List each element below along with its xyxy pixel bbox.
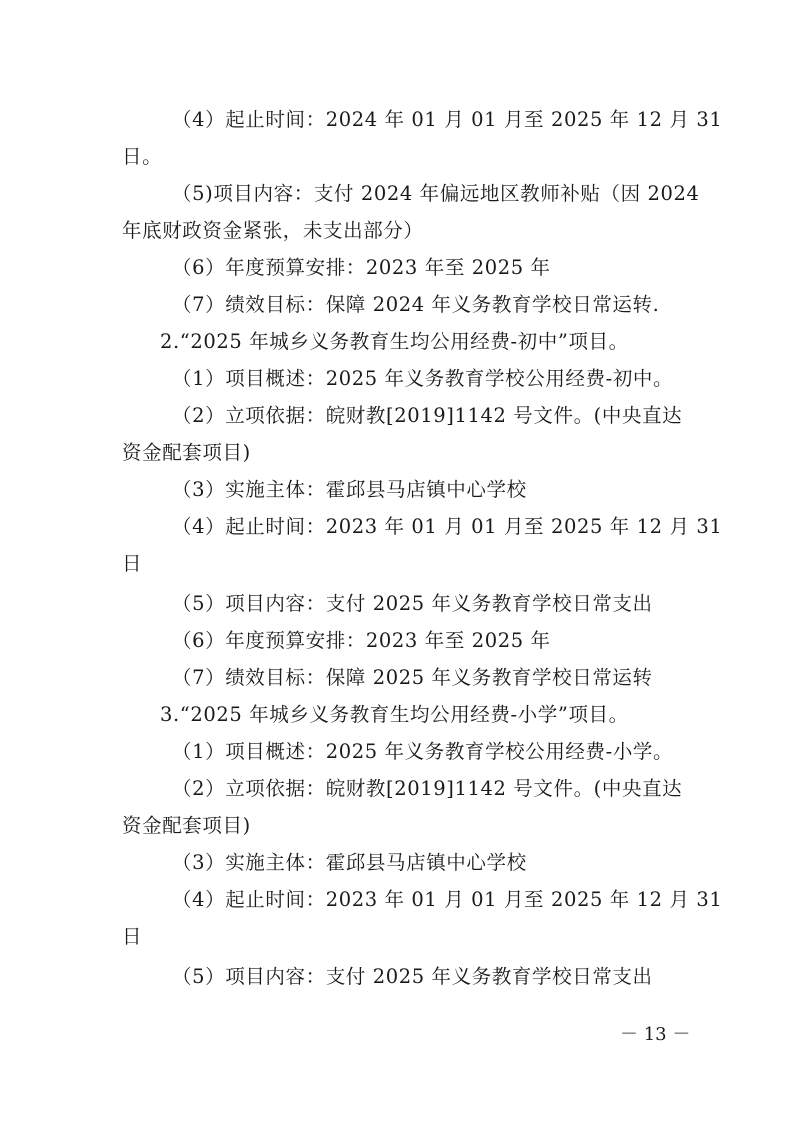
line-item-5-content: （5)项目内容：支付 2024 年偏远地区教师补贴（因 2024 (172, 182, 700, 205)
line-item-1-overview: （1）项目概述：2025 年义务教育学校公用经费-初中。 (172, 367, 674, 390)
line-item-4-period: （4）起止时间：2024 年 01 月 01 月至 2025 年 12 月 31 (172, 108, 723, 131)
line-continuation: 年底财政资金紧张，未支出部分） (122, 219, 424, 242)
line-continuation: 日 (122, 552, 143, 575)
line-item-7-goal: （7）绩效目标：保障 2024 年义务教育学校日常运转. (172, 293, 660, 316)
line-continuation: 日。 (122, 145, 163, 168)
line-item-2-basis: （2）立项依据：皖财教[2019]1142 号文件。(中央直达 (172, 404, 683, 427)
line-item-4-period: （4）起止时间：2023 年 01 月 01 月至 2025 年 12 月 31 (172, 515, 723, 538)
section-heading-2: 2.“2025 年城乡义务教育生均公用经费-初中”项目。 (160, 330, 629, 353)
line-item-1-overview: （1）项目概述：2025 年义务教育学校公用经费-小学。 (172, 740, 674, 763)
line-continuation: 日 (122, 925, 143, 948)
line-item-6-budget: （6）年度预算安排：2023 年至 2025 年 (172, 256, 551, 279)
line-item-5-content: （5）项目内容：支付 2025 年义务教育学校日常支出 (172, 592, 653, 615)
line-continuation: 资金配套项目) (122, 814, 251, 837)
line-item-3-entity: （3）实施主体：霍邱县马店镇中心学校 (172, 478, 527, 501)
line-continuation: 资金配套项目) (122, 441, 251, 464)
line-item-4-period: （4）起止时间：2023 年 01 月 01 月至 2025 年 12 月 31 (172, 888, 723, 911)
line-item-3-entity: （3）实施主体：霍邱县马店镇中心学校 (172, 851, 527, 874)
section-heading-3: 3.“2025 年城乡义务教育生均公用经费-小学”项目。 (160, 703, 629, 726)
line-item-6-budget: （6）年度预算安排：2023 年至 2025 年 (172, 629, 551, 652)
line-item-5-content: （5）项目内容：支付 2025 年义务教育学校日常支出 (172, 965, 653, 988)
line-item-2-basis: （2）立项依据：皖财教[2019]1142 号文件。(中央直达 (172, 777, 683, 800)
line-item-7-goal: （7）绩效目标：保障 2025 年义务教育学校日常运转 (172, 666, 653, 689)
page-number: － 13 － (620, 1024, 691, 1045)
